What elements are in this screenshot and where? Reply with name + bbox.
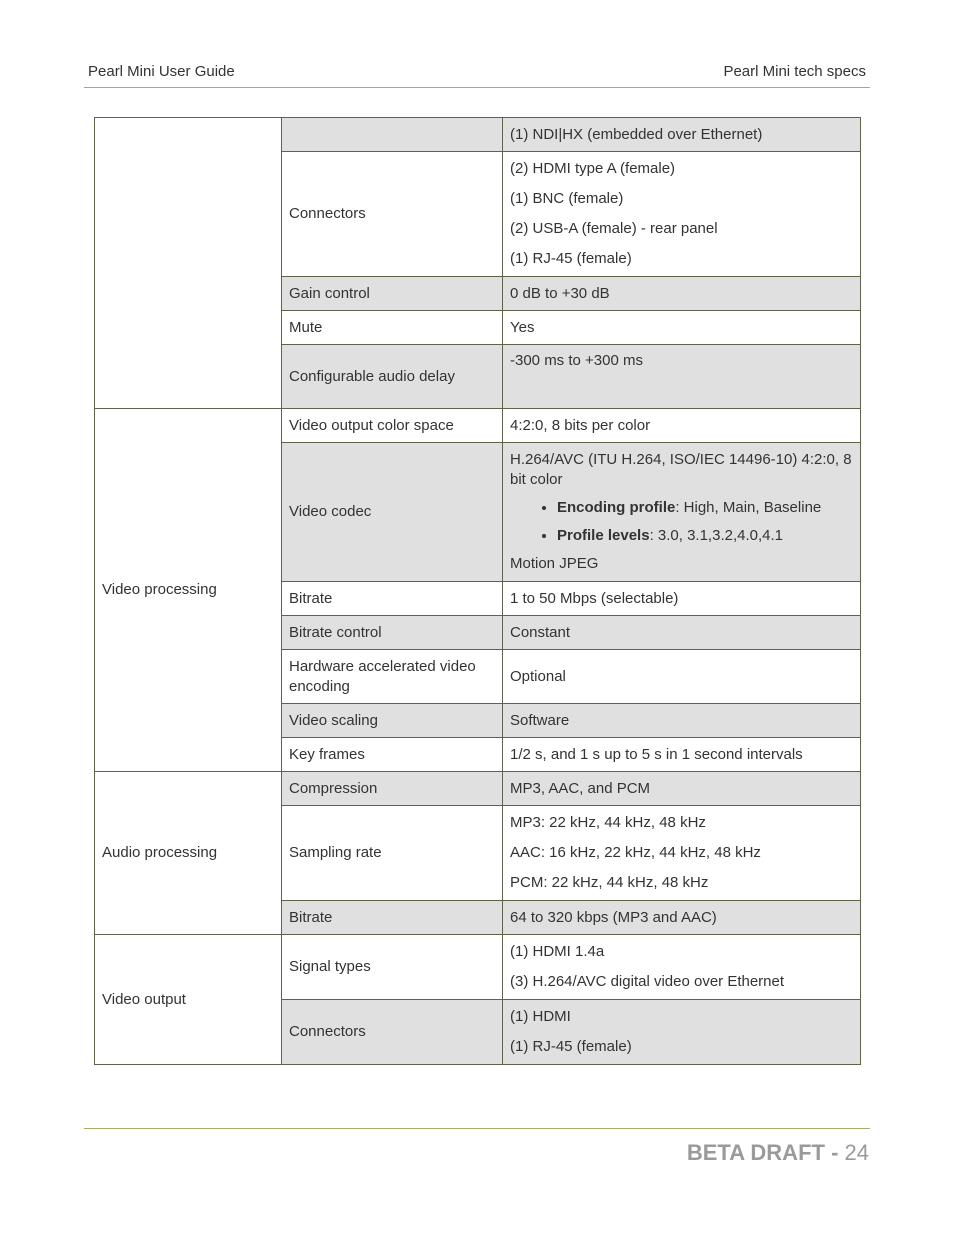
param-cell: Gain control <box>282 277 503 311</box>
header-section-title: Pearl Mini tech specs <box>723 63 866 80</box>
category-cell: Video output <box>95 935 282 1065</box>
value-line: (1) HDMI 1.4a <box>510 943 605 960</box>
value-cell: 1 to 50 Mbps (selectable) <box>503 582 861 616</box>
param-cell: Bitrate <box>282 582 503 616</box>
table-row <box>95 118 861 152</box>
category-cell: Audio processing <box>95 772 282 935</box>
table-row <box>95 772 861 806</box>
table-row <box>95 409 861 443</box>
param-cell: Video codec <box>282 443 503 582</box>
value-cell <box>503 443 861 582</box>
bullet-text: : 3.0, 3.1,3.2,4.0,4.1 <box>649 527 783 544</box>
bullet-term: Encoding profile <box>557 499 676 516</box>
value-line: MP3: 22 kHz, 44 kHz, 48 kHz <box>510 814 706 831</box>
param-cell: Configurable audio delay <box>282 345 503 409</box>
page-number: 24 <box>844 1140 869 1165</box>
list-item <box>557 526 853 546</box>
value-line: (1) HDMI <box>510 1008 571 1025</box>
list-item <box>557 498 853 518</box>
value-cell <box>503 806 861 901</box>
param-cell: Sampling rate <box>282 806 503 901</box>
value-cell: -300 ms to +300 ms <box>503 345 861 409</box>
value-cell: Software <box>503 704 861 738</box>
footer-rule <box>84 1128 870 1129</box>
value-cell <box>503 935 861 1000</box>
value-cell: Yes <box>503 311 861 345</box>
param-cell: Key frames <box>282 738 503 772</box>
codec-outro: Motion JPEG <box>510 555 599 572</box>
category-cell: Video processing <box>95 409 282 772</box>
param-cell: Compression <box>282 772 503 806</box>
param-cell: Video scaling <box>282 704 503 738</box>
bullet-text: : High, Main, Baseline <box>675 499 822 516</box>
value-line: PCM: 22 kHz, 44 kHz, 48 kHz <box>510 874 709 891</box>
value-cell: Optional <box>503 650 861 704</box>
value-cell <box>503 152 861 277</box>
param-cell: Bitrate <box>282 901 503 935</box>
value-cell: (1) NDI|HX (embedded over Ethernet) <box>503 118 861 152</box>
param-cell <box>282 118 503 152</box>
codec-bullet-list <box>510 498 853 546</box>
value-cell: Constant <box>503 616 861 650</box>
param-cell: Signal types <box>282 935 503 1000</box>
value-line: (1) BNC (female) <box>510 190 624 207</box>
value-cell: 4:2:0, 8 bits per color <box>503 409 861 443</box>
draft-label: BETA DRAFT - <box>686 1140 845 1165</box>
param-cell: Video output color space <box>282 409 503 443</box>
value-line: (3) H.264/AVC digital video over Ethernet <box>510 973 785 990</box>
value-cell <box>503 1000 861 1065</box>
param-cell: Bitrate control <box>282 616 503 650</box>
value-cell: 0 dB to +30 dB <box>503 277 861 311</box>
category-cell-continued <box>95 118 282 409</box>
value-cell: 1/2 s, and 1 s up to 5 s in 1 second intervals <box>503 738 861 772</box>
param-cell: Hardware accelerated video encoding <box>282 650 503 704</box>
tech-specs-table <box>94 117 861 1065</box>
value-line: (2) USB-A (female) - rear panel <box>510 220 718 237</box>
value-line: AAC: 16 kHz, 22 kHz, 44 kHz, 48 kHz <box>510 844 761 861</box>
codec-intro: H.264/AVC (ITU H.264, ISO/IEC 14496-10) 4:2:0, 8 bit color <box>510 451 852 488</box>
value-cell: MP3, AAC, and PCM <box>503 772 861 806</box>
page-footer <box>687 1140 869 1166</box>
bullet-term: Profile levels <box>557 527 650 544</box>
table-row <box>95 935 861 1000</box>
param-cell: Connectors <box>282 1000 503 1065</box>
header-guide-title: Pearl Mini User Guide <box>88 63 235 80</box>
param-cell: Mute <box>282 311 503 345</box>
value-line: (1) RJ-45 (female) <box>510 250 632 267</box>
value-line: (2) HDMI type A (female) <box>510 160 676 177</box>
header-rule <box>84 87 870 88</box>
value-line: (1) RJ-45 (female) <box>510 1038 632 1055</box>
param-cell: Connectors <box>282 152 503 277</box>
value-cell: 64 to 320 kbps (MP3 and AAC) <box>503 901 861 935</box>
